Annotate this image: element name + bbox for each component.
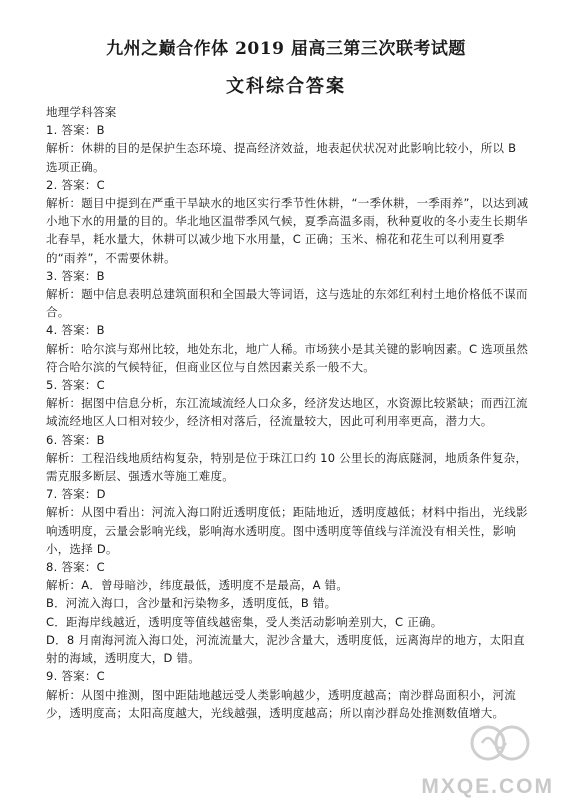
answer-content <box>46 103 530 722</box>
answer-line: 8. 答案：C <box>46 560 105 575</box>
analysis-text: 解析：休耕的目的是保护生态环境、提高经济效益，地表起伏状况对此影响比较小，所以 B 选项正确。 <box>46 141 517 174</box>
document-title: 九州之巅合作体 2019 届高三第三次联考试题 <box>106 39 466 59</box>
answer-line: 1. 答案：B <box>46 123 105 138</box>
document-subtitle: 文科综合答案 <box>226 76 346 97</box>
watermark <box>386 729 554 799</box>
analysis-text: 解析：据图中信息分析，东江流域流经人口众多，经济发达地区，水资源比较紧缺；而西江流域流经地区人口相对较少，经济相对落后，径流量较大，因此可利用率更高，潜力大。 <box>46 396 528 429</box>
analysis-text: 解析：从图中看出：河流入海口附近透明度低；距陆地近，透明度越低；材料中指出，光线影响透明度，云量会影响光线，影响海水透明度。图中透明度等值线与洋流没有相关性，影响小，选择 D。 <box>46 505 528 556</box>
answer-line: 2. 答案：C <box>46 177 105 192</box>
analysis-text: 解析：工程沿线地质结构复杂，特别是位于珠江口约 10 公里长的海底隧洞，地质条件复杂，需克服多断层、强透水等施工难度。 <box>46 450 528 484</box>
watermark-text: MXQE.COM <box>421 775 554 798</box>
answer-line: 7. 答案：D <box>46 487 106 502</box>
analysis-text: 解析：题目中提到在严重干旱缺水的地区实行季节性休耕，“一季休耕，一季雨养”，以达到减小地下水的用量的目的。华北地区温带季风气候，夏季高温多雨，秋种夏收的冬小麦生长期华北春旱，耗水量大，休耕可以减少地下水用量，C 正确；玉米、棉花和花生可以利用夏季的“雨养”，不需要休耕。 <box>46 196 529 265</box>
watermark-logo-icon <box>468 723 532 767</box>
answer-line: 9. 答案：C <box>46 669 105 684</box>
analysis-text: 解析：从图中推测，图中距陆地越远受人类影响越少，透明度越高；南沙群岛面积小，河流少，透明度高；太阳高度越大，光线越强，透明度越高；所以南沙群岛处推测数值增大。 <box>46 687 516 720</box>
answer-line: 5. 答案：C <box>46 378 105 393</box>
answer-line: 3. 答案：B <box>46 268 105 283</box>
analysis-text: 解析：A．曾母暗沙，纬度最低，透明度不是最高，A 错。 B．河流入海口，含沙量和污染物多，透明度低，B 错。 C．距海岸线越近，透明度等值线越密集，受人类活动影响差别大，C 正确。 D．8 月南海河流入海口处，河流流量大，泥沙含量大，透明度低，远离海岸的地方，太阳直射的海域，透明度大，D 错。 <box>46 578 525 666</box>
answer-line: 6. 答案：B <box>46 432 105 447</box>
section-heading: 地理学科答案 <box>46 105 117 119</box>
answer-line: 4. 答案：B <box>46 323 105 338</box>
analysis-text: 解析：题中信息表明总建筑面积和全国最大等词语，这与选址的东郊红利村土地价格低不谋而合。 <box>46 287 528 320</box>
analysis-text: 解析：哈尔滨与郑州比较，地处东北，地广人稀。市场狭小是其关键的影响因素。C 选项虽然符合哈尔滨的气候特征，但商业区位与自然因素关系一般不大。 <box>46 341 529 374</box>
